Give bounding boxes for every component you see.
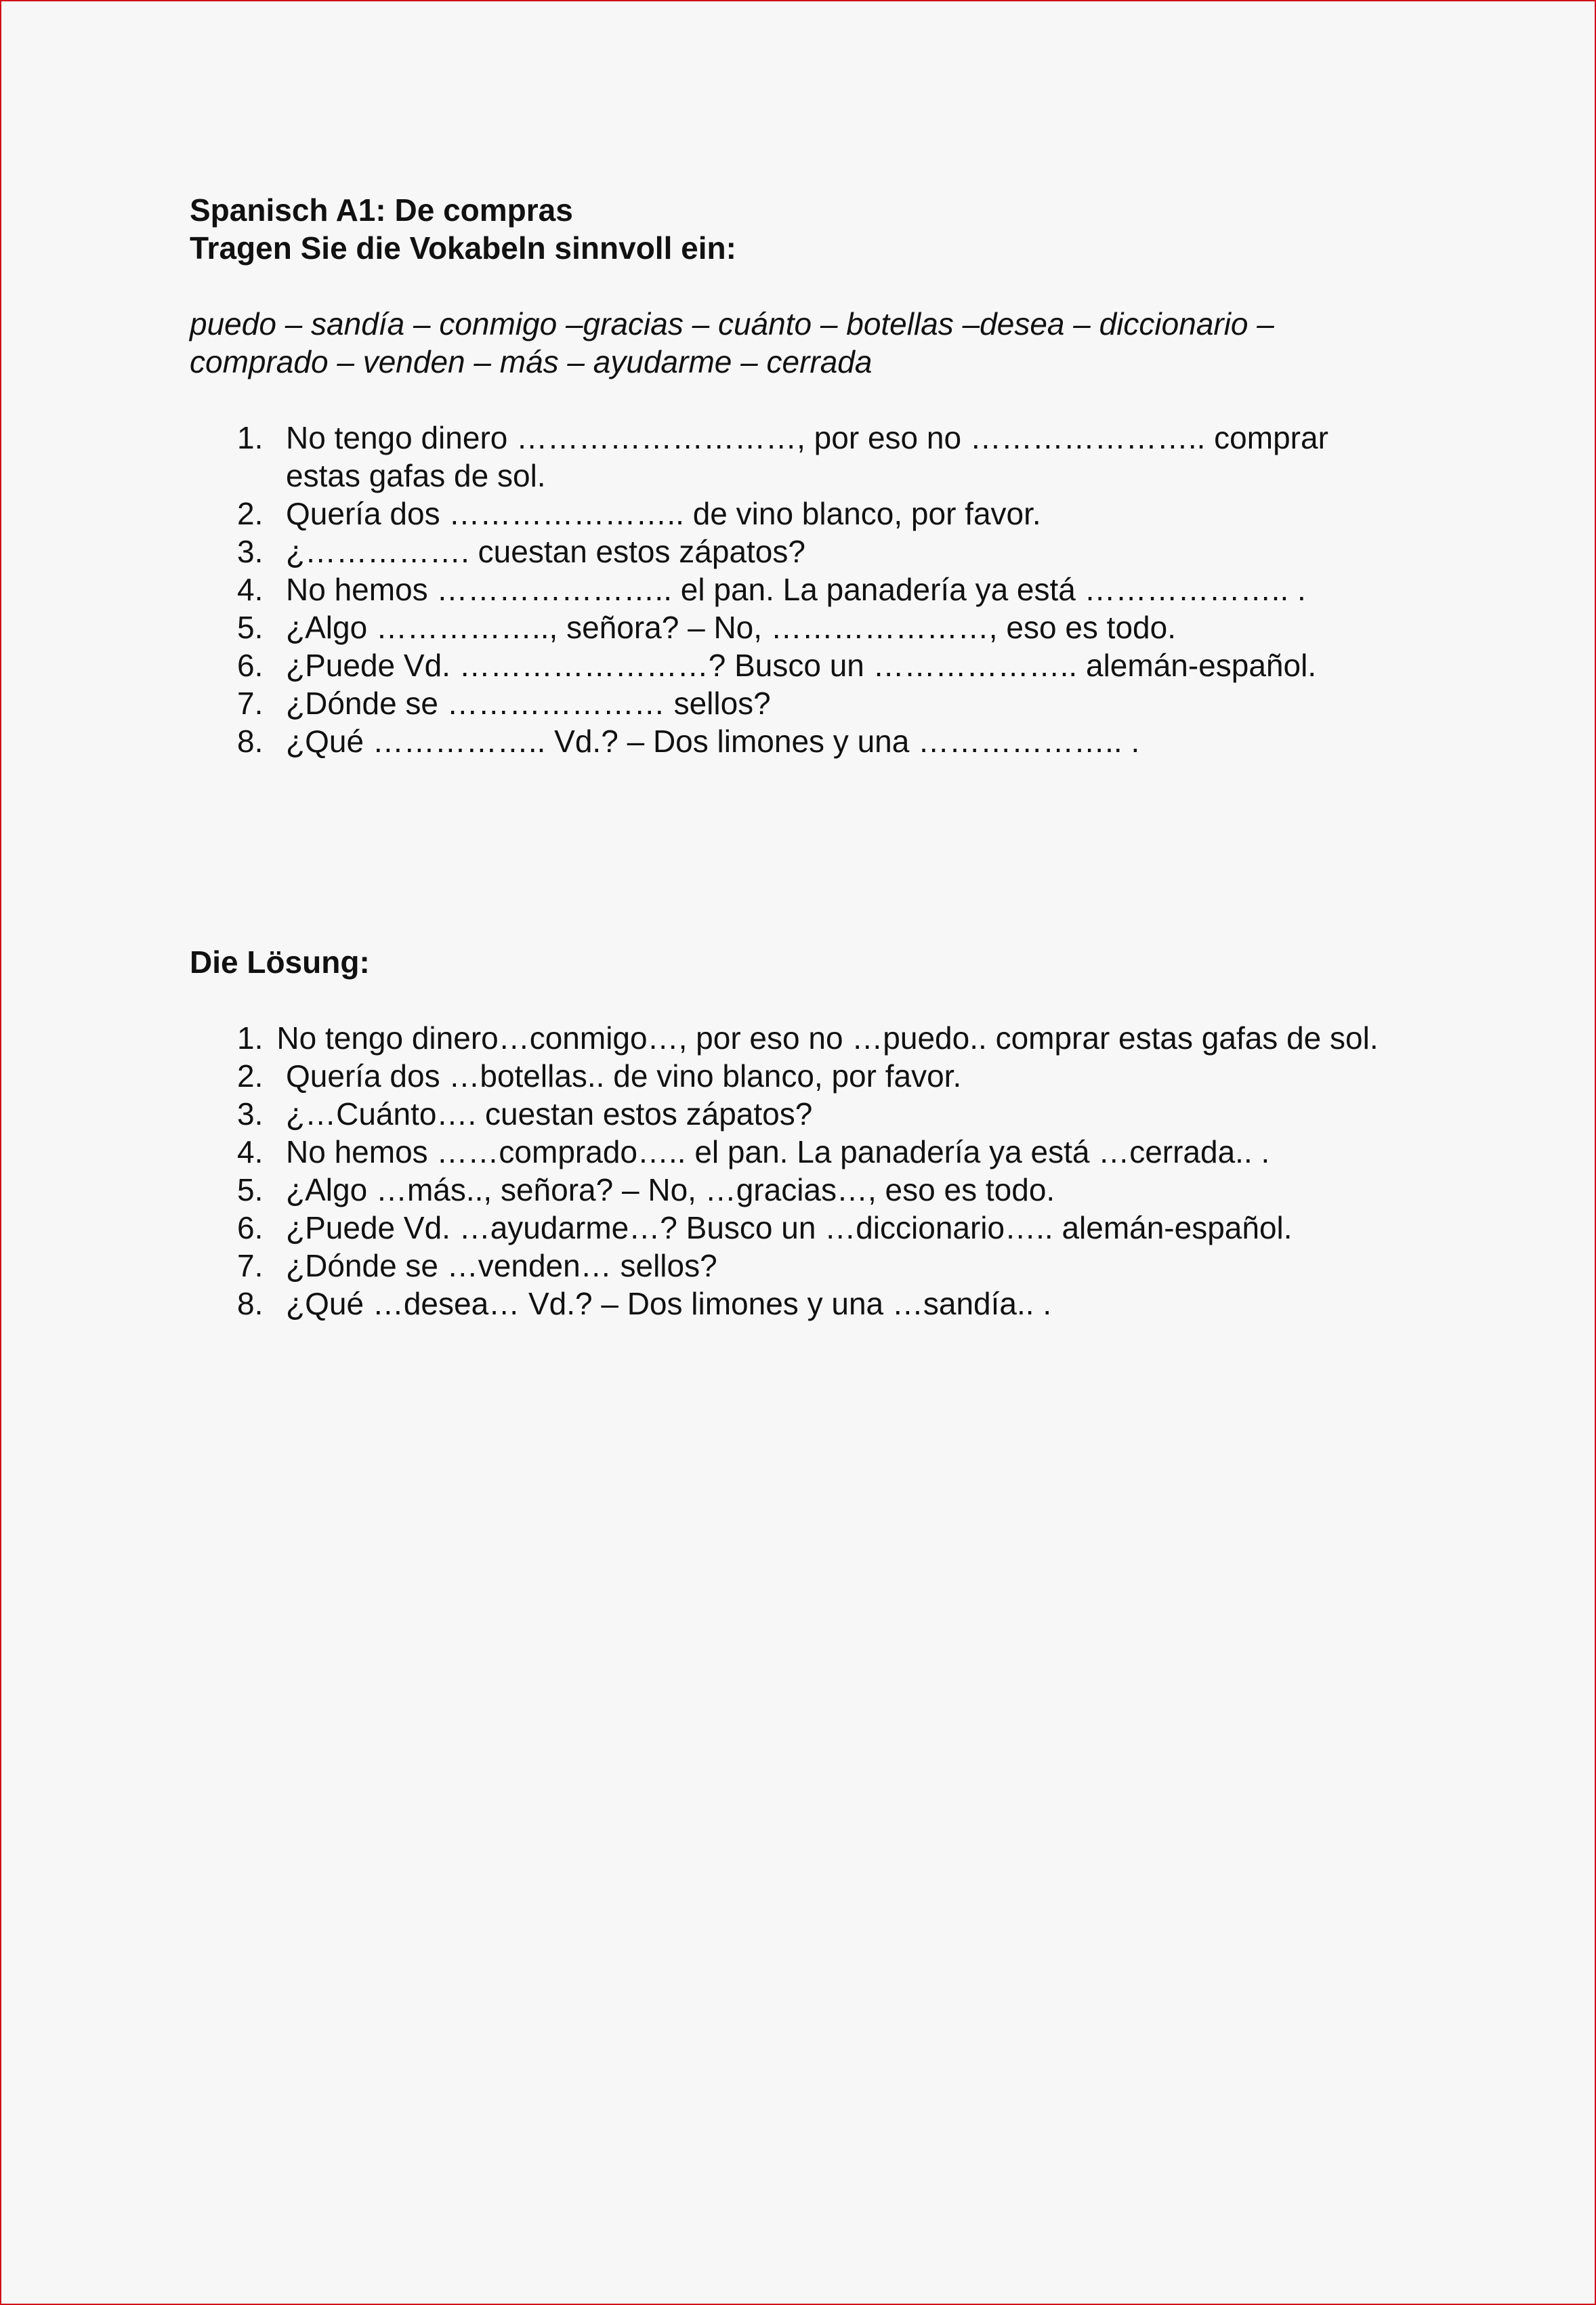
item-number: 3.	[237, 1096, 264, 1131]
solution-item	[190, 1285, 1395, 1323]
item-number: 4.	[237, 1134, 264, 1169]
solution-list	[190, 1019, 1395, 1323]
item-text: No hemos ………………….. el pan. La panadería ya está ……………….. .	[286, 572, 1306, 607]
item-text: No tengo dinero…conmigo…, por eso no …puedo.. comprar estas gafas de sol.	[276, 1020, 1379, 1056]
exercise-item	[190, 684, 1395, 722]
item-text: ¿Puede Vd. …ayudarme…? Busco un …diccionario….. alemán-español.	[286, 1210, 1293, 1245]
item-number: 7.	[237, 1248, 264, 1283]
item-text: ¿……………. cuestan estos zápatos?	[286, 534, 805, 569]
exercise-item	[190, 570, 1395, 608]
item-text: ¿Qué …………….. Vd.? – Dos limones y una ……………….. .	[286, 724, 1140, 759]
solution-item	[190, 1247, 1395, 1285]
item-number: 6.	[237, 648, 264, 683]
item-number: 6.	[237, 1210, 264, 1245]
solution-item	[190, 1171, 1395, 1209]
solution-item	[190, 1095, 1395, 1133]
item-number: 7.	[237, 686, 264, 721]
exercise-item	[190, 608, 1395, 646]
exercise-item	[190, 722, 1395, 760]
item-text: ¿Puede Vd. ……………………? Busco un ……………….. alemán-español.	[286, 648, 1317, 683]
item-text: ¿…Cuánto…. cuestan estos zápatos?	[286, 1096, 813, 1131]
solution-item	[190, 1133, 1395, 1171]
solution-item	[190, 1209, 1395, 1247]
item-number: 2.	[237, 496, 264, 531]
item-text: ¿Dónde se ………………… sellos?	[286, 686, 771, 721]
solution-item	[190, 1019, 1395, 1057]
vocabulary-line: comprado – venden – más – ayudarme – cerrada	[190, 344, 873, 379]
item-number: 8.	[237, 724, 264, 759]
item-text: Quería dos ………………….. de vino blanco, por favor.	[286, 496, 1041, 531]
exercise-item	[190, 495, 1395, 533]
item-number: 1.	[237, 1020, 264, 1056]
item-number: 3.	[237, 534, 264, 569]
document	[190, 191, 1395, 1323]
item-text: No tengo dinero ………………………, por eso no ………………….. comprar estas gafas de sol.	[286, 420, 1328, 493]
item-number: 4.	[237, 572, 264, 607]
vocabulary-list	[190, 305, 1395, 381]
item-text: Quería dos …botellas.. de vino blanco, por favor.	[286, 1058, 962, 1094]
item-text: No hemos ……comprado….. el pan. La panadería ya está …cerrada.. .	[286, 1134, 1270, 1169]
item-number: 1.	[237, 420, 264, 455]
item-text: ¿Algo …más.., señora? – No, …gracias…, eso es todo.	[286, 1172, 1055, 1207]
item-text: ¿Dónde se …venden… sellos?	[286, 1248, 717, 1283]
exercise-item	[190, 419, 1395, 495]
exercise-item	[190, 646, 1395, 684]
item-text: ¿Algo …………….., señora? – No, …………………, eso es todo.	[286, 610, 1176, 645]
exercise-list	[190, 419, 1395, 760]
vocabulary-line: puedo – sandía – conmigo –gracias – cuánto – botellas –desea – diccionario –	[190, 306, 1274, 341]
item-number: 5.	[237, 610, 264, 645]
item-text: ¿Qué …desea… Vd.? – Dos limones y una …sandía.. .	[286, 1286, 1052, 1321]
solution-heading: Die Lösung:	[190, 944, 370, 980]
exercise-item	[190, 533, 1395, 570]
item-number: 8.	[237, 1286, 264, 1321]
page-title: Spanisch A1: De compras	[190, 192, 573, 228]
instructions: Tragen Sie die Vokabeln sinnvoll ein:	[190, 230, 736, 266]
item-number: 2.	[237, 1058, 264, 1094]
item-number: 5.	[237, 1172, 264, 1207]
solution-item	[190, 1057, 1395, 1095]
